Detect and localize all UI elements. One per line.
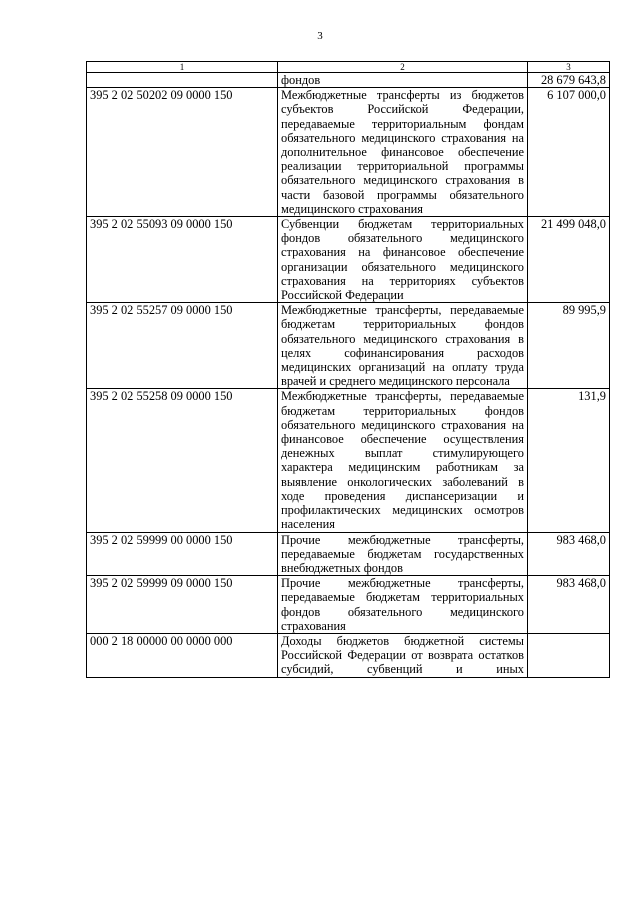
budget-description: Межбюджетные трансферты, передаваемые бюджетам территориальных фондов обязательного медицинского страхования на финансовое обеспечение осуществления денежных выплат стимулирующего характера медицинским работникам за выявление онкологических заболеваний в ходе проведения диспансеризации и профилактических медицинских осмотров населения: [278, 389, 528, 532]
budget-code: [87, 73, 278, 88]
budget-amount: 131,9: [528, 389, 610, 532]
budget-amount: 6 107 000,0: [528, 88, 610, 217]
budget-description: Межбюджетные трансферты, передаваемые бюджетам территориальных фондов обязательного медицинского страхования в целях софинансирования расходов медицинских организаций на оплату труда врачей и среднего медицинского персонала: [278, 303, 528, 389]
budget-description: Прочие межбюджетные трансферты, передаваемые бюджетам территориальных фондов обязательного медицинского страхования: [278, 576, 528, 634]
budget-description: Доходы бюджетов бюджетной системы Российской Федерации от возврата остатков субсидий, субвенций и иных: [278, 633, 528, 677]
table-header-row: [87, 62, 610, 73]
budget-code: 000 2 18 00000 00 0000 000: [87, 633, 278, 677]
budget-revenue-table: [86, 61, 610, 678]
column-header-code: 1: [87, 62, 278, 73]
table-row: [87, 389, 610, 532]
budget-description: Прочие межбюджетные трансферты, передаваемые бюджетам государственных внебюджетных фондов: [278, 532, 528, 576]
budget-amount: 28 679 643,8: [528, 73, 610, 88]
budget-description: Субвенции бюджетам территориальных фондов обязательного медицинского страхования на финансовое обеспечение организации обязательного медицинского страхования на территориях субъектов Российской Федерации: [278, 217, 528, 303]
budget-description: фондов: [278, 73, 528, 88]
budget-code: 395 2 02 59999 09 0000 150: [87, 576, 278, 634]
page-number: 3: [317, 30, 323, 42]
column-header-description: 2: [278, 62, 528, 73]
budget-description: Межбюджетные трансферты из бюджетов субъектов Российской Федерации, передаваемые территориальным фондам обязательного медицинского страхования на дополнительное финансовое обеспечение реализации территориальной программы обязательного медицинского страхования в части базовой программы обязательного медицинского страхования: [278, 88, 528, 217]
table-row: [87, 633, 610, 677]
table-row: [87, 88, 610, 217]
budget-amount: 983 468,0: [528, 532, 610, 576]
budget-code: 395 2 02 55258 09 0000 150: [87, 389, 278, 532]
budget-amount: 983 468,0: [528, 576, 610, 634]
table-row: [87, 303, 610, 389]
budget-code: 395 2 02 59999 00 0000 150: [87, 532, 278, 576]
table-row: [87, 576, 610, 634]
budget-amount: 89 995,9: [528, 303, 610, 389]
column-header-amount: 3: [528, 62, 610, 73]
table-row: [87, 532, 610, 576]
budget-code: 395 2 02 55257 09 0000 150: [87, 303, 278, 389]
budget-code: 395 2 02 55093 09 0000 150: [87, 217, 278, 303]
table-row: [87, 217, 610, 303]
budget-amount: [528, 633, 610, 677]
budget-amount: 21 499 048,0: [528, 217, 610, 303]
table-row: [87, 73, 610, 88]
budget-code: 395 2 02 50202 09 0000 150: [87, 88, 278, 217]
